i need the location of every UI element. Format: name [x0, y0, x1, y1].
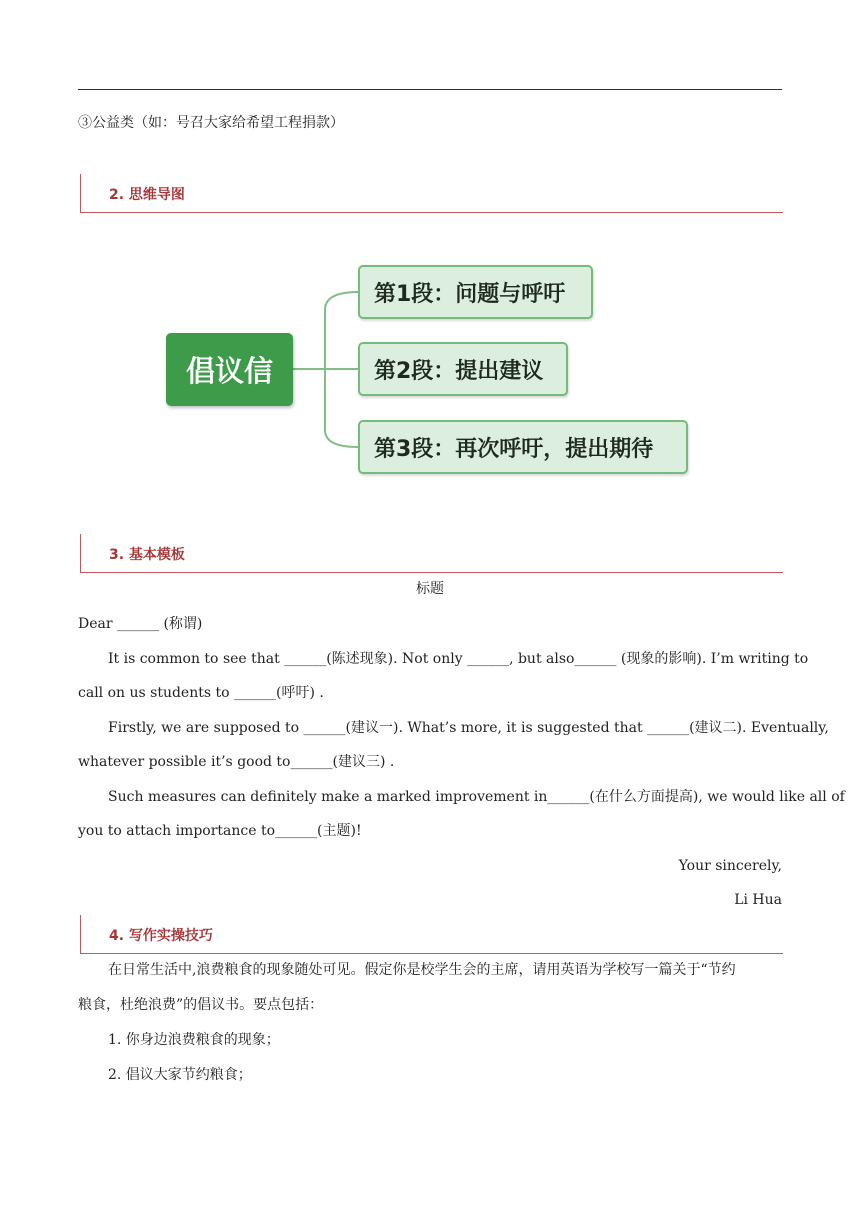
mindmap-node-1: 第1段：问题与呼吁: [358, 265, 593, 319]
mindmap-root: 倡议信: [166, 333, 293, 406]
template-paragraph-3-line-1: Such measures can definitely make a marked improvement in______(在什么方面提高), we would like all of: [108, 789, 845, 805]
section-header-template: [80, 534, 783, 573]
mindmap-node-2: 第2段：提出建议: [358, 342, 568, 396]
template-salutation: Dear ______ (称谓): [78, 616, 203, 632]
template-paragraph-3-line-2: you to attach importance to______(主题)!: [78, 823, 362, 839]
template-paragraph-2-line-2: whatever possible it’s good to______(建议三) .: [78, 754, 395, 770]
section-title: 4. 写作实操技巧: [109, 928, 213, 944]
template-signature: Li Hua: [734, 892, 782, 908]
section-title: 2. 思维导图: [109, 187, 185, 203]
practice-prompt-line-1: 在日常生活中,浪费粮食的现象随处可见。假定你是校学生会的主席，请用英语为学校写一篇关于“节约: [108, 962, 736, 978]
template-closing: Your sincerely,: [678, 858, 782, 874]
practice-item-1: 1. 你身边浪费粮食的现象；: [108, 1032, 280, 1048]
section-header-practice: [80, 915, 783, 954]
practice-prompt-line-2: 粮食，杜绝浪费”的倡议书。要点包括：: [78, 997, 324, 1013]
mindmap-node-3: 第3段：再次呼吁，提出期待: [358, 420, 688, 474]
template-paragraph-1-line-1: It is common to see that ______(陈述现象). Not only ______, but also______ (现象的影响). I’m writing to: [108, 651, 809, 667]
section-title: 3. 基本模板: [109, 547, 185, 563]
template-heading: 标题: [416, 581, 444, 597]
template-paragraph-1-line-2: call on us students to ______(呼吁) .: [78, 685, 324, 701]
practice-item-2: 2. 倡议大家节约粮食；: [108, 1067, 252, 1083]
intro-item: ③公益类（如：号召大家给希望工程捐款）: [78, 115, 344, 131]
template-paragraph-2-line-1: Firstly, we are supposed to ______(建议一). What’s more, it is suggested that ______(建议二). Eventually,: [108, 720, 829, 736]
